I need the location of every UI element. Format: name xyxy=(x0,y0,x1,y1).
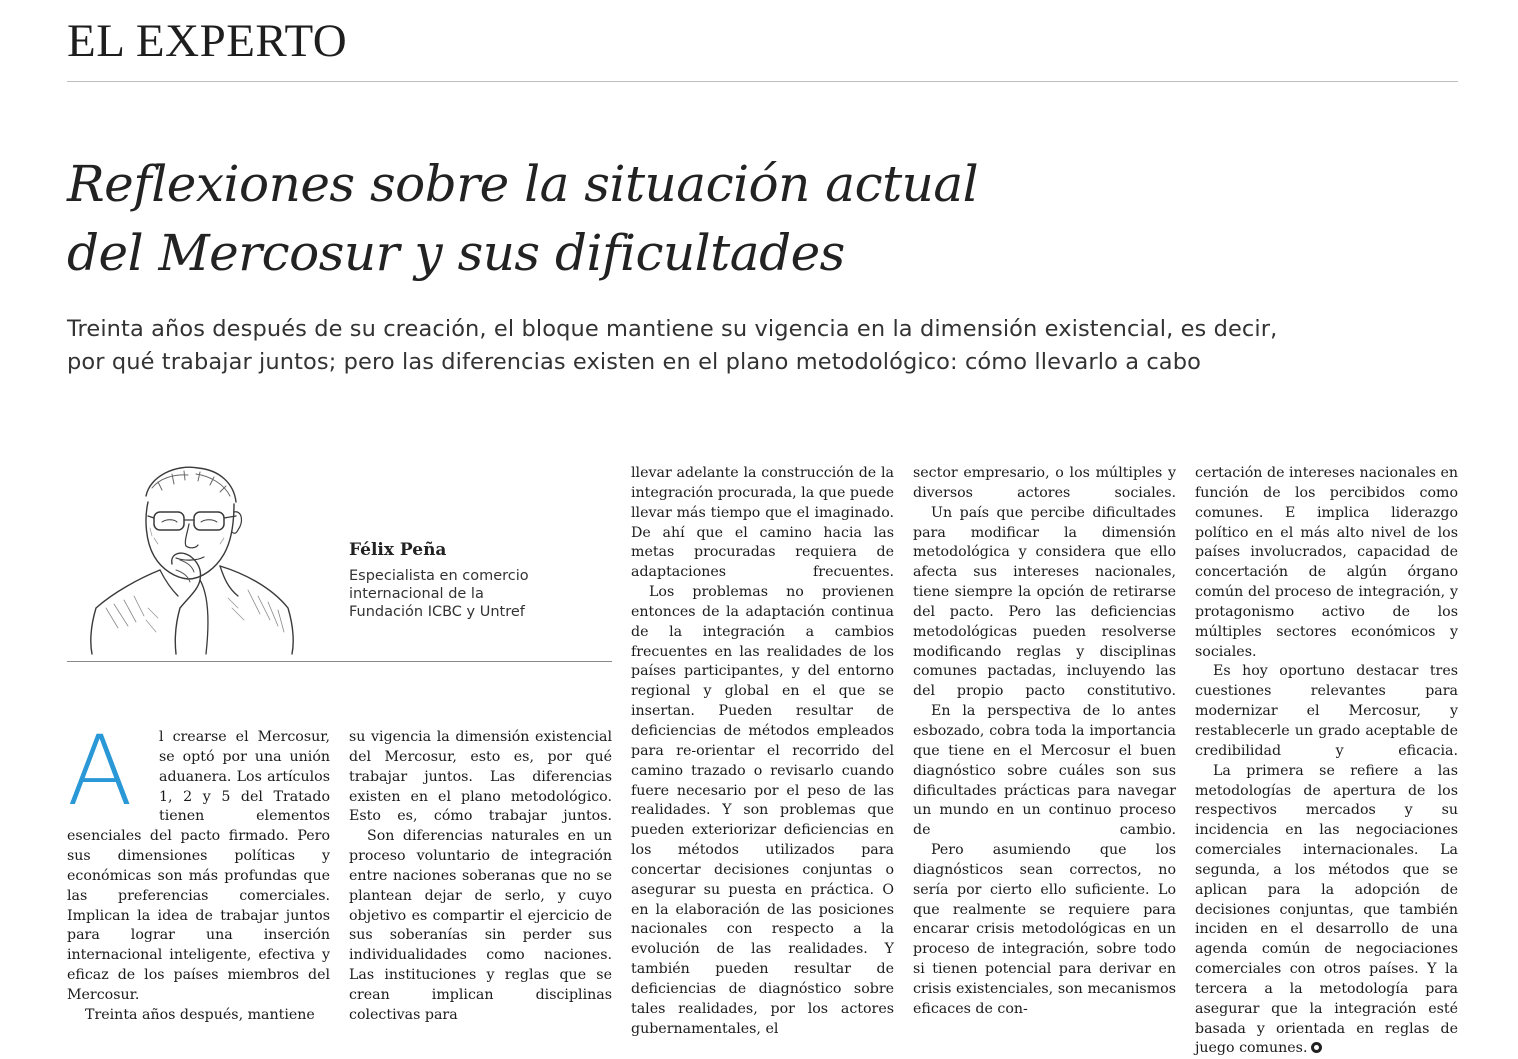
drop-cap: A xyxy=(67,715,133,827)
body-paragraph xyxy=(1195,762,1458,1059)
body-paragraph: En la perspectiva de lo antes esbozado, cobra toda la importancia que tiene en el Mercosur el buen diagnóstico sobre cuáles son sus dificultades prácticas para navegar un mundo en un continuo proceso de cambio. xyxy=(913,703,1176,839)
header-divider xyxy=(67,81,1458,82)
subtitle xyxy=(67,313,1487,379)
body-column-2 xyxy=(349,728,612,1026)
body-paragraph: su vigencia la dimensión existencial del Mercosur, esto es, por qué trabajar juntos. Las diferencias existen en el plano metodológico. Esto es, cómo trabajar juntos. xyxy=(349,729,612,825)
headline-line: del Mercosur y sus dificultades xyxy=(67,224,845,282)
subtitle-line: Treinta años después de su creación, el bloque mantiene su vigencia en la dimensión existencial, es decir, xyxy=(67,316,1278,342)
body-paragraph: Un país que percibe dificultades para modificar la dimensión metodológica y considera que ello afecta sus intereses nacionales, tiene siempre la opción de retirarse del pacto. Pero las deficiencias metodológicas pueden resolverse modificando reglas y disciplinas comunes pactadas, incluyendo las del propio pacto constitutivo. xyxy=(913,504,1176,700)
body-paragraph: Treinta años después, mantiene xyxy=(85,1006,315,1023)
body-paragraph: Los problemas no provienen entonces de la adaptación continua de la integración a cambios frecuentes en las realidades de los países participantes, y del entorno regional y global en el que se insertan. Pueden resultar de deficiencias de métodos empleados para re-orientar el recorrido del camino trazado o revisarlo cuando fuere necesario por el peso de las realidades. Y son problemas que pueden exteriorizar deficiencias en los métodos utilizados para concertar decisiones conjuntas o asegurar su puesta en práctica. O en la elaboración de las posiciones nacionales con respecto a la evolución de las realidades. Y también pueden resultar de deficiencias de diagnóstico sobre tales realidades, por los actores gubernamentales, el xyxy=(631,584,894,1037)
body-column-3 xyxy=(631,464,894,1039)
body-paragraph: llevar adelante la construcción de la integración procurada, la que puede llevar más tiempo que el imaginado. De ahí que el camino hacia las metas procuradas requiera de adaptaciones frecuentes. xyxy=(631,465,894,581)
body-column-1 xyxy=(67,715,330,1026)
author-bio-line: Especialista en comercio xyxy=(349,568,529,584)
author-bio-line: Fundación ICBC y Untref xyxy=(349,604,525,620)
body-column-5 xyxy=(1195,464,1458,1059)
author-name: Félix Peña xyxy=(349,540,447,560)
headline xyxy=(67,150,1267,288)
body-paragraph: l crearse el Mercosur, se optó por una unión aduanera. Los artículos 1, 2 y 5 del Tratado tienen elementos esenciales del pacto firmado. Pero sus dimensiones políticas y económicas son más profundas que las preferencias comerciales. Implican la idea de trabajar juntos para lograr una inserción internacional inteligente, efectiva y eficaz de los países miembros del Mercosur. xyxy=(67,729,330,1003)
body-paragraph: Pero asumiendo que los diagnósticos sean correctos, no sería por cierto ello suficiente. Lo que realmente se requiere para encarar crisis metodológicas en un proceso de integración, sobre todo si tienen potencial para derivar en crisis existenciales, son mecanismos eficaces de con- xyxy=(913,842,1176,1017)
author-divider xyxy=(67,661,612,662)
body-column-4 xyxy=(913,464,1176,1020)
body-paragraph: certación de intereses nacionales en función de los percibidos como comunes. E implica liderazgo político en el más alto nivel de los países involucrados, capacidad de concertación de algún órgano común del proceso de integración, y protagonismo activo de los múltiples sectores económicos y sociales. xyxy=(1195,465,1458,660)
section-title: EL EXPERTO xyxy=(67,15,348,67)
author-portrait-illustration xyxy=(88,458,296,656)
author-bio-line: internacional de la xyxy=(349,586,484,602)
body-paragraph-text: La primera se refiere a las metodologías de apertura de los respectivos mercados y su incidencia en las negociaciones comerciales internacionales. La segunda, a los métodos que se aplican para la adopción de decisiones conjuntas, que también inciden en el desarrollo de una agenda común de negociaciones comerciales con otros países. Y la tercera a la metodología para asegurar que la integración esté basada y orientada en reglas de juego comunes. xyxy=(1195,762,1458,1057)
author-bio xyxy=(349,567,599,621)
body-paragraph: Son diferencias naturales en un proceso voluntario de integración entre naciones soberanas que no se plantean dejar de serlo, y cuyo objetivo es compartir el ejercicio de sus soberanías sin perder sus individualidades como naciones. Las instituciones y reglas que se crean implican disciplinas colectivas para xyxy=(349,828,612,1023)
headline-line: Reflexiones sobre la situación actual xyxy=(67,155,979,213)
end-of-article-icon xyxy=(1311,1042,1322,1053)
subtitle-line: por qué trabajar juntos; pero las diferencias existen en el plano metodológico: cómo llevarlo a cabo xyxy=(67,349,1201,375)
body-paragraph: sector empresario, o los múltiples y diversos actores sociales. xyxy=(913,465,1176,501)
body-paragraph: Es hoy oportuno destacar tres cuestiones relevantes para modernizar el Mercosur, y restablecerle un grado aceptable de credibilidad y eficacia. xyxy=(1195,663,1458,759)
